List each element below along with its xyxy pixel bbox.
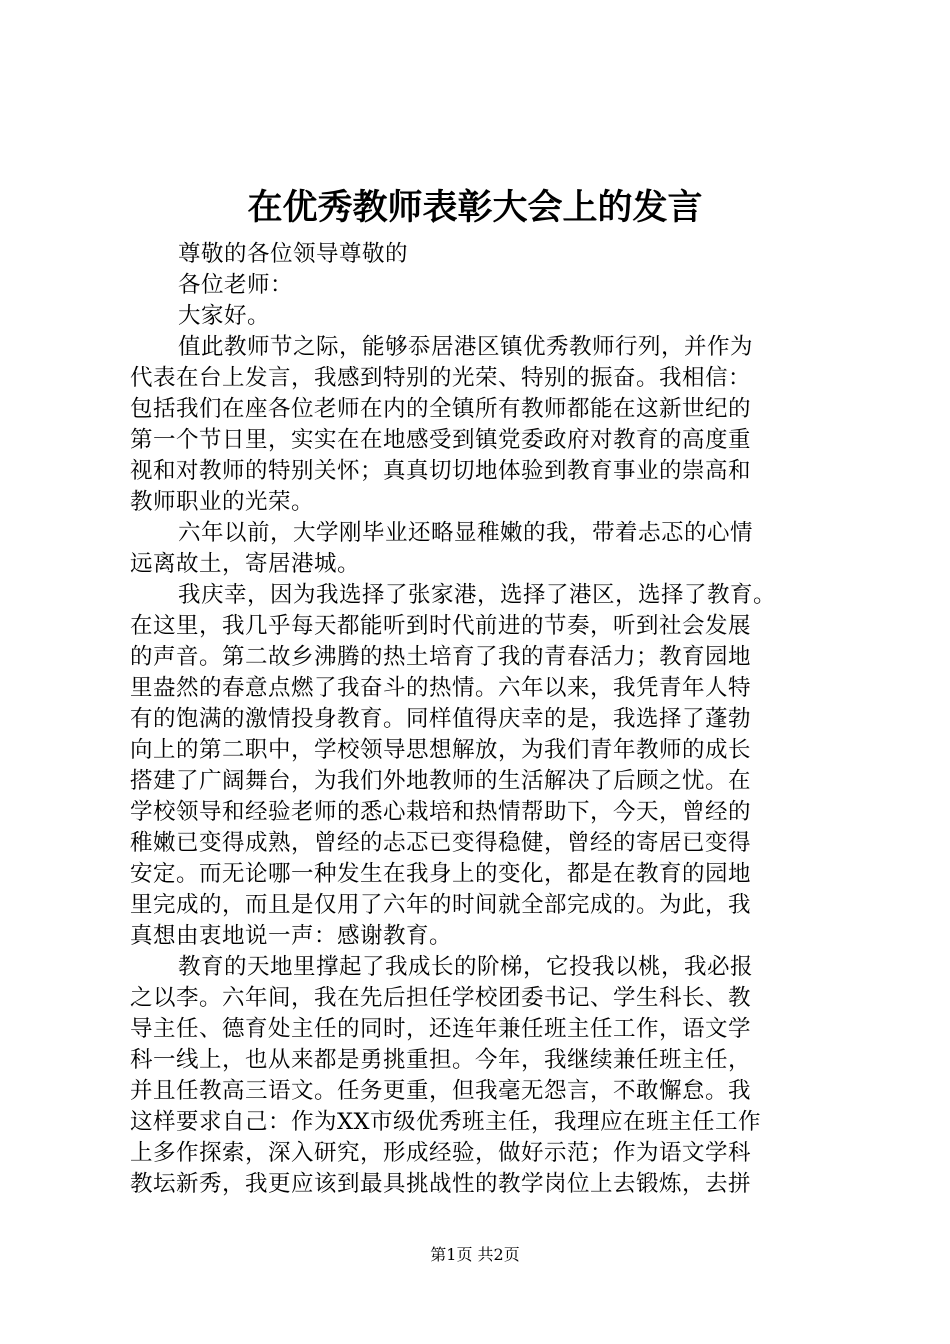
paragraph-line: 搭建了广阔舞台，为我们外地教师的生活解决了后顾之忧。在 (130, 768, 752, 794)
greeting-line: 大家好。 (178, 303, 271, 329)
paragraph-line: 我庆幸，因为我选择了张家港，选择了港区，选择了教育。 (178, 582, 777, 608)
paragraph-line: 稚嫩已变得成熟，曾经的忐忑已变得稳健，曾经的寄居已变得 (130, 830, 752, 856)
salutation-line: 各位老师： (178, 272, 294, 298)
salutation-line: 尊敬的各位领导尊敬的 (178, 241, 409, 267)
paragraph-line: 教育的天地里撑起了我成长的阶梯，它投我以桃，我必报 (178, 954, 754, 980)
paragraph-line: 里完成的，而且是仅用了六年的时间就全部完成的。为此，我 (130, 892, 752, 918)
paragraph-line: 包括我们在座各位老师在内的全镇所有教师都能在这新世纪的 (130, 396, 752, 422)
page-title: 在优秀教师表彰大会上的发言 (247, 187, 703, 228)
paragraph-line: 六年以前，大学刚毕业还略显稚嫩的我，带着忐忑的心情 (178, 520, 754, 546)
paragraph-line: 远离故土，寄居港城。 (130, 551, 361, 577)
paragraph-line: 科一线上，也从来都是勇挑重担。今年，我继续兼任班主任， (130, 1047, 752, 1073)
paragraph-line: 的声音。第二故乡沸腾的热土培育了我的青春活力；教育园地 (130, 644, 752, 670)
paragraph-line: 向上的第二职中，学校领导思想解放，为我们青年教师的成长 (130, 737, 752, 763)
paragraph-line: 导主任、德育处主任的同时，还连年兼任班主任工作，语文学 (130, 1016, 752, 1042)
paragraph-line: 安定。而无论哪一种发生在我身上的变化，都是在教育的园地 (130, 861, 752, 887)
paragraph-line: 有的饱满的激情投身教育。同样值得庆幸的是，我选择了蓬勃 (130, 706, 752, 732)
paragraph-line: 里盎然的春意点燃了我奋斗的热情。六年以来，我凭青年人特 (130, 675, 752, 701)
document-body (130, 239, 830, 1200)
paragraph-line: 值此教师节之际，能够忝居港区镇优秀教师行列，并作为 (178, 334, 754, 360)
paragraph-line: 代表在台上发言，我感到特别的光荣、特别的振奋。我相信： (130, 365, 752, 391)
paragraph-line: 之以李。六年间，我在先后担任学校团委书记、学生科长、教 (130, 985, 752, 1011)
paragraph-line: 学校领导和经验老师的悉心栽培和热情帮助下，今天，曾经的 (130, 799, 752, 825)
paragraph-line: 上多作探索，深入研究，形成经验，做好示范；作为语文学科 (130, 1140, 752, 1166)
paragraph-line: 真想由衷地说一声：感谢教育。 (130, 923, 453, 949)
paragraph-line: 并且任教高三语文。任务更重，但我毫无怨言，不敢懈怠。我 (130, 1078, 752, 1104)
page-footer: 第1页 共2页 (430, 1245, 520, 1264)
paragraph-line: 教坛新秀，我更应该到最具挑战性的教学岗位上去锻炼，去拼 (130, 1171, 752, 1197)
paragraph-line: 在这里，我几乎每天都能听到时代前进的节奏，听到社会发展 (130, 613, 752, 639)
paragraph-line: 这样要求自己：作为XX市级优秀班主任，我理应在班主任工作 (130, 1109, 762, 1135)
paragraph-line: 视和对教师的特别关怀；真真切切地体验到教育事业的崇高和 (130, 458, 752, 484)
paragraph-line: 第一个节日里，实实在在地感受到镇党委政府对教育的高度重 (130, 427, 752, 453)
paragraph-line: 教师职业的光荣。 (130, 489, 315, 515)
